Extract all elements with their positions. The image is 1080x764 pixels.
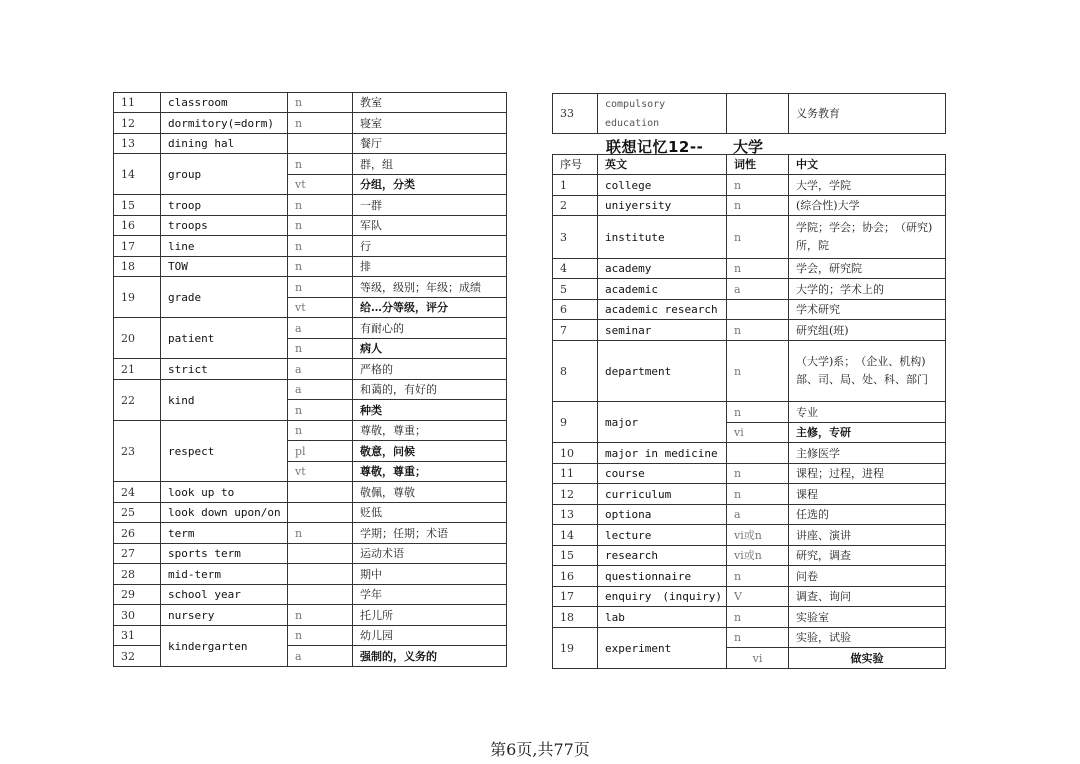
table-row: [114, 236, 507, 257]
chinese-meaning: 强制的，义务的: [353, 646, 507, 667]
part-of-speech: n: [288, 605, 353, 626]
english-word: uniyersity: [598, 196, 727, 216]
table-row: [114, 421, 507, 441]
table-row: [114, 523, 507, 544]
table-row: [553, 607, 946, 628]
chinese-meaning: 实验，试验: [789, 628, 946, 648]
part-of-speech: a: [288, 646, 353, 667]
row-number: 15: [553, 546, 598, 566]
chinese-meaning: 学年: [353, 585, 507, 605]
table-header-row: [553, 155, 946, 175]
chinese-meaning: 调查、询问: [789, 587, 946, 607]
chinese-meaning: 主修医学: [789, 443, 946, 464]
english-word: dormitory(=dorm): [161, 113, 288, 134]
table-row: [114, 503, 507, 523]
row-number: 31: [114, 626, 161, 646]
chinese-meaning: （大学)系； （企业、机构)部、司、局、处、科、部门: [789, 341, 946, 402]
row-number: 33: [553, 94, 598, 134]
row-number: 25: [114, 503, 161, 523]
english-word: seminar: [598, 320, 727, 341]
english-word: academy: [598, 259, 727, 279]
row-number: 12: [553, 484, 598, 505]
table-row: [114, 134, 507, 154]
part-of-speech: [288, 585, 353, 605]
english-word: look up to: [161, 482, 288, 503]
english-word: troops: [161, 216, 288, 236]
english-word: department: [598, 341, 727, 402]
english-word: enquiry (inquiry): [598, 587, 727, 607]
part-of-speech: vi: [727, 423, 789, 443]
row-number: 11: [114, 93, 161, 113]
row-number: 18: [114, 257, 161, 277]
column-header-english: 英文: [598, 155, 727, 175]
chinese-meaning: 学术研究: [789, 300, 946, 320]
table-row: [114, 113, 507, 134]
table-row: [114, 564, 507, 585]
part-of-speech: vi或n: [727, 546, 789, 566]
chinese-meaning: 幼儿园: [353, 626, 507, 646]
section-title: 联想记忆12--: [606, 138, 704, 156]
row-number: 28: [114, 564, 161, 585]
chinese-meaning: 寝室: [353, 113, 507, 134]
row-number: 6: [553, 300, 598, 320]
english-word: academic research: [598, 300, 727, 320]
english-word: dining hal: [161, 134, 288, 154]
chinese-meaning: 尊敬，尊重；: [353, 462, 507, 482]
chinese-meaning: 敬佩，尊敬: [353, 482, 507, 503]
part-of-speech: V: [727, 587, 789, 607]
english-word: college: [598, 175, 727, 196]
part-of-speech: n: [727, 464, 789, 484]
english-word-line: education: [605, 117, 660, 129]
row-number: 13: [553, 505, 598, 525]
row-number: 23: [114, 421, 161, 482]
part-of-speech: vi或n: [727, 525, 789, 546]
table-row: [553, 464, 946, 484]
english-word: group: [161, 154, 288, 195]
row-number: 18: [553, 607, 598, 628]
table-row: [553, 628, 946, 648]
part-of-speech: n: [288, 236, 353, 257]
english-word: major: [598, 402, 727, 443]
vocab-table-left: [113, 92, 507, 667]
column-header-number: 序号: [553, 155, 598, 175]
table-row: [553, 300, 946, 320]
row-number: 13: [114, 134, 161, 154]
part-of-speech: n: [727, 628, 789, 648]
part-of-speech: [288, 503, 353, 523]
english-word: institute: [598, 216, 727, 259]
english-word: kind: [161, 380, 288, 421]
english-word: term: [161, 523, 288, 544]
chinese-meaning: 讲座、演讲: [789, 525, 946, 546]
row-number: 19: [114, 277, 161, 318]
table-row: [114, 93, 507, 113]
chinese-meaning: 餐厅: [353, 134, 507, 154]
chinese-meaning: 运动术语: [353, 544, 507, 564]
chinese-meaning: 课程: [789, 484, 946, 505]
chinese-meaning: 义务教育: [789, 94, 946, 134]
chinese-meaning: 等级，级别；年级；成绩: [353, 277, 507, 298]
part-of-speech: [288, 134, 353, 154]
part-of-speech: n: [288, 339, 353, 359]
chinese-meaning: 排: [353, 257, 507, 277]
row-number: 29: [114, 585, 161, 605]
vocab-table-right-top: [552, 93, 946, 134]
part-of-speech: n: [727, 566, 789, 587]
part-of-speech: [727, 94, 789, 134]
part-of-speech: n: [288, 154, 353, 175]
table-row: [553, 402, 946, 423]
table-row: [114, 154, 507, 175]
row-number: 30: [114, 605, 161, 626]
part-of-speech: n: [727, 175, 789, 196]
english-word: kindergarten: [161, 626, 288, 667]
row-number: 16: [114, 216, 161, 236]
table-row: [114, 216, 507, 236]
table-row: [114, 626, 507, 646]
table-row: [114, 605, 507, 626]
english-word: troop: [161, 195, 288, 216]
table-row: [553, 259, 946, 279]
vocab-table-right: [552, 154, 946, 669]
part-of-speech: [288, 564, 353, 585]
chinese-meaning: 托儿所: [353, 605, 507, 626]
chinese-meaning: (综合性)大学: [789, 196, 946, 216]
english-word: lab: [598, 607, 727, 628]
table-row: [114, 380, 507, 400]
row-number: 5: [553, 279, 598, 300]
english-word: research: [598, 546, 727, 566]
part-of-speech: n: [727, 216, 789, 259]
english-word: school year: [161, 585, 288, 605]
row-number: 27: [114, 544, 161, 564]
english-word: sports term: [161, 544, 288, 564]
english-word: grade: [161, 277, 288, 318]
table-row: [553, 94, 946, 134]
table-row: [114, 482, 507, 503]
table-row: [553, 566, 946, 587]
chinese-meaning: 给…分等级，评分: [353, 298, 507, 318]
chinese-meaning: 期中: [353, 564, 507, 585]
chinese-meaning: 大学的；学术上的: [789, 279, 946, 300]
row-number: 17: [553, 587, 598, 607]
part-of-speech: n: [288, 113, 353, 134]
chinese-meaning: 主修，专研: [789, 423, 946, 443]
part-of-speech: vt: [288, 175, 353, 195]
part-of-speech: n: [288, 523, 353, 544]
table-row: [114, 359, 507, 380]
english-word: nursery: [161, 605, 288, 626]
table-row: [553, 587, 946, 607]
table-row: [553, 320, 946, 341]
table-row: [114, 585, 507, 605]
table-row: [553, 341, 946, 402]
part-of-speech: [727, 443, 789, 464]
chinese-meaning: 有耐心的: [353, 318, 507, 339]
row-number: 11: [553, 464, 598, 484]
row-number: 1: [553, 175, 598, 196]
english-word: optiona: [598, 505, 727, 525]
part-of-speech: vt: [288, 298, 353, 318]
chinese-meaning: 实验室: [789, 607, 946, 628]
part-of-speech: n: [288, 626, 353, 646]
part-of-speech: n: [288, 277, 353, 298]
chinese-meaning: 一群: [353, 195, 507, 216]
row-number: 17: [114, 236, 161, 257]
part-of-speech: n: [288, 216, 353, 236]
row-number: 15: [114, 195, 161, 216]
row-number: 12: [114, 113, 161, 134]
row-number: 9: [553, 402, 598, 443]
part-of-speech: [727, 300, 789, 320]
part-of-speech: [288, 482, 353, 503]
chinese-meaning: 行: [353, 236, 507, 257]
english-word: questionnaire: [598, 566, 727, 587]
chinese-meaning: 专业: [789, 402, 946, 423]
table-row: [553, 279, 946, 300]
english-word: major in medicine: [598, 443, 727, 464]
part-of-speech: n: [727, 320, 789, 341]
part-of-speech: n: [727, 607, 789, 628]
chinese-meaning: 群，组: [353, 154, 507, 175]
row-number: 14: [553, 525, 598, 546]
part-of-speech: n: [288, 93, 353, 113]
english-word: mid-term: [161, 564, 288, 585]
part-of-speech: n: [727, 484, 789, 505]
column-header-pos: 词性: [727, 155, 789, 175]
chinese-meaning: 学院；学会；协会； （研究)所，院: [789, 216, 946, 259]
chinese-meaning: 课程；过程，进程: [789, 464, 946, 484]
chinese-meaning: 做实验: [789, 648, 946, 669]
english-word: respect: [161, 421, 288, 482]
table-row: [553, 175, 946, 196]
chinese-meaning: 贬低: [353, 503, 507, 523]
part-of-speech: a: [727, 279, 789, 300]
english-word: experiment: [598, 628, 727, 669]
row-number: 2: [553, 196, 598, 216]
part-of-speech: a: [288, 380, 353, 400]
english-word: line: [161, 236, 288, 257]
english-word-line: compulsory: [605, 98, 666, 110]
table-row: [553, 525, 946, 546]
part-of-speech: n: [288, 195, 353, 216]
part-of-speech: a: [727, 505, 789, 525]
row-number: 20: [114, 318, 161, 359]
part-of-speech: n: [727, 402, 789, 423]
chinese-meaning: 大学，学院: [789, 175, 946, 196]
chinese-meaning: 军队: [353, 216, 507, 236]
english-word: curriculum: [598, 484, 727, 505]
table-row: [114, 195, 507, 216]
chinese-meaning: 敬意，问候: [353, 441, 507, 462]
part-of-speech: n: [288, 400, 353, 421]
row-number: 22: [114, 380, 161, 421]
part-of-speech: n: [288, 257, 353, 277]
table-row: [114, 318, 507, 339]
table-row: [114, 257, 507, 277]
row-number: 32: [114, 646, 161, 667]
row-number: 10: [553, 443, 598, 464]
part-of-speech: pl: [288, 441, 353, 462]
part-of-speech: a: [288, 359, 353, 380]
chinese-meaning: 病人: [353, 339, 507, 359]
chinese-meaning: 和蔼的，有好的: [353, 380, 507, 400]
english-word: [598, 94, 727, 134]
chinese-meaning: 任选的: [789, 505, 946, 525]
row-number: 26: [114, 523, 161, 544]
part-of-speech: n: [288, 421, 353, 441]
english-word: strict: [161, 359, 288, 380]
row-number: 3: [553, 216, 598, 259]
english-word: TOW: [161, 257, 288, 277]
table-row: [553, 546, 946, 566]
english-word: patient: [161, 318, 288, 359]
chinese-meaning: 严格的: [353, 359, 507, 380]
english-word: classroom: [161, 93, 288, 113]
row-number: 7: [553, 320, 598, 341]
row-number: 14: [114, 154, 161, 195]
chinese-meaning: 问卷: [789, 566, 946, 587]
table-row: [553, 505, 946, 525]
row-number: 4: [553, 259, 598, 279]
table-row: [553, 196, 946, 216]
part-of-speech: n: [727, 259, 789, 279]
part-of-speech: n: [727, 196, 789, 216]
chinese-meaning: 种类: [353, 400, 507, 421]
part-of-speech: n: [727, 341, 789, 402]
table-row: [553, 484, 946, 505]
row-number: 21: [114, 359, 161, 380]
part-of-speech: vt: [288, 462, 353, 482]
chinese-meaning: 尊敬，尊重；: [353, 421, 507, 441]
chinese-meaning: 研究组(班): [789, 320, 946, 341]
chinese-meaning: 研究，调查: [789, 546, 946, 566]
part-of-speech: a: [288, 318, 353, 339]
row-number: 24: [114, 482, 161, 503]
section-topic: 大学: [733, 138, 764, 156]
row-number: 8: [553, 341, 598, 402]
part-of-speech: [288, 544, 353, 564]
row-number: 19: [553, 628, 598, 669]
table-row: [114, 544, 507, 564]
row-number: 16: [553, 566, 598, 587]
english-word: course: [598, 464, 727, 484]
english-word: academic: [598, 279, 727, 300]
english-word: look down upon/on: [161, 503, 288, 523]
part-of-speech: vi: [727, 648, 789, 669]
chinese-meaning: 学期；任期；术语: [353, 523, 507, 544]
table-row: [553, 443, 946, 464]
chinese-meaning: 学会，研究院: [789, 259, 946, 279]
english-word: lecture: [598, 525, 727, 546]
table-row: [553, 216, 946, 259]
column-header-chinese: 中文: [789, 155, 946, 175]
chinese-meaning: 教室: [353, 93, 507, 113]
chinese-meaning: 分组，分类: [353, 175, 507, 195]
page-footer: 第6页,共77页: [490, 740, 590, 759]
table-row: [114, 277, 507, 298]
